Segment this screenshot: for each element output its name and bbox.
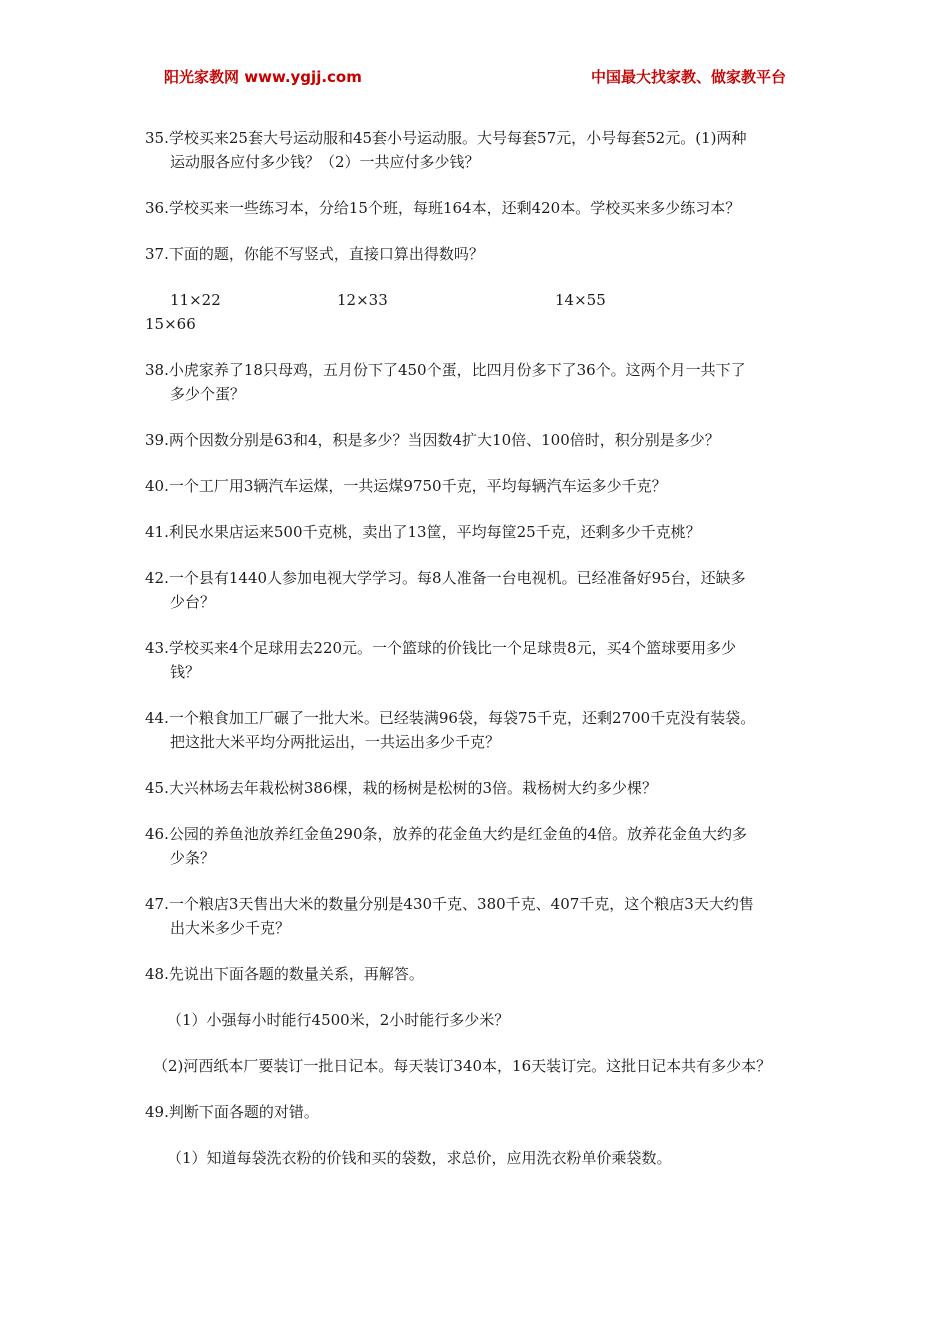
problem-37 [145, 242, 815, 266]
problem-38-line2: 多少个蛋？ [170, 385, 246, 403]
oral-calc-item-4: 15×66 [145, 315, 196, 333]
problem-43-line2: 钱？ [170, 663, 201, 681]
problem-42-line2: 少台？ [170, 593, 216, 611]
problem-47-line1: 47.一个粮店3天售出大米的数量分别是430千克、380千克、407千克，这个粮店3天大约售 [145, 895, 754, 913]
problem-46-line2: 少条？ [170, 849, 216, 867]
problem-35-line1: 35.学校买来25套大号运动服和45套小号运动服。大号每套57元，小号每套52元。(1)两种 [145, 129, 747, 147]
problem-40-line1: 40.一个工厂用3辆汽车运煤，一共运煤9750千克，平均每辆汽车运多少千克？ [145, 477, 667, 495]
problem-40 [145, 474, 815, 498]
problem-38-line1: 38.小虎家养了18只母鸡，五月份下了450个蛋，比四月份多下了36个。这两个月一共下了 [145, 361, 746, 379]
problem-39 [145, 428, 815, 452]
problem-43 [145, 636, 815, 684]
problem-36 [145, 196, 815, 220]
site-name-link[interactable]: 阳光家教网 www.ygjj.com [164, 68, 362, 86]
oral-calc-item-3: 14×55 [555, 291, 606, 309]
problem-42 [145, 566, 815, 614]
problem-35-line2: 运动服各应付多少钱？（2）一共应付多少钱？ [170, 153, 480, 171]
problem-46 [145, 822, 815, 870]
problem-38 [145, 358, 815, 406]
problem-48 [145, 962, 815, 986]
oral-calc-item-2: 12×33 [337, 291, 388, 309]
problem-46-line1: 46.公园的养鱼池放养红金鱼290条，放养的花金鱼大约是红金鱼的4倍。放养花金鱼大约多 [145, 825, 748, 843]
problem-37-line1: 37.下面的题，你能不写竖式，直接口算出得数吗？ [145, 245, 484, 263]
problem-39-line1: 39.两个因数分别是63和4，积是多少？当因数4扩大10倍、100倍时，积分别是多少？ [145, 431, 720, 449]
problem-48-sub1: （1）小强每小时能行4500米，2小时能行多少米？ [167, 1011, 510, 1029]
problem-43-line1: 43.学校买来4个足球用去220元。一个篮球的价钱比一个足球贵8元，买4个篮球要用多少 [145, 639, 737, 657]
problem-36-line1: 36.学校买来一些练习本，分给15个班，每班164本，还剩420本。学校买来多少练习本？ [145, 199, 741, 217]
problem-44-line1: 44.一个粮食加工厂碾了一批大米。已经装满96袋，每袋75千克，还剩2700千克没有装袋。 [145, 709, 756, 727]
problem-49 [145, 1100, 815, 1124]
problem-49-sub1: （1）知道每袋洗衣粉的价钱和买的袋数，求总价，应用洗衣粉单价乘袋数。 [167, 1149, 672, 1167]
oral-calc-item-1: 11×22 [170, 291, 221, 309]
page-header [0, 66, 950, 88]
oral-calc-row-2 [145, 312, 815, 336]
problem-44-line2: 把这批大米平均分两批运出，一共运出多少千克？ [170, 733, 501, 751]
problem-48-sub2: （2)河西纸本厂要装订一批日记本。每天装订340本，16天装订完。这批日记本共有多少本？ [153, 1057, 772, 1075]
problem-41-line1: 41.利民水果店运来500千克桃，卖出了13筐，平均每筐25千克，还剩多少千克桃？ [145, 523, 701, 541]
problem-48-line1: 48.先说出下面各题的数量关系，再解答。 [145, 965, 424, 983]
problem-list [145, 126, 815, 1192]
problem-45-line1: 45.大兴林场去年栽松树386棵，栽的杨树是松树的3倍。栽杨树大约多少棵？ [145, 779, 658, 797]
problem-44 [145, 706, 815, 754]
problem-41 [145, 520, 815, 544]
problem-35 [145, 126, 815, 174]
problem-45 [145, 776, 815, 800]
problem-37-items [145, 288, 815, 336]
site-slogan: 中国最大找家教、做家教平台 [590, 68, 786, 86]
problem-42-line1: 42.一个县有1440人参加电视大学学习。每8人准备一台电视机。已经准备好95台，还缺多 [145, 569, 746, 587]
problem-47 [145, 892, 815, 940]
problem-49-line1: 49.判断下面各题的对错。 [145, 1103, 319, 1121]
oral-calc-row [145, 288, 815, 312]
problem-47-line2: 出大米多少千克？ [170, 919, 291, 937]
